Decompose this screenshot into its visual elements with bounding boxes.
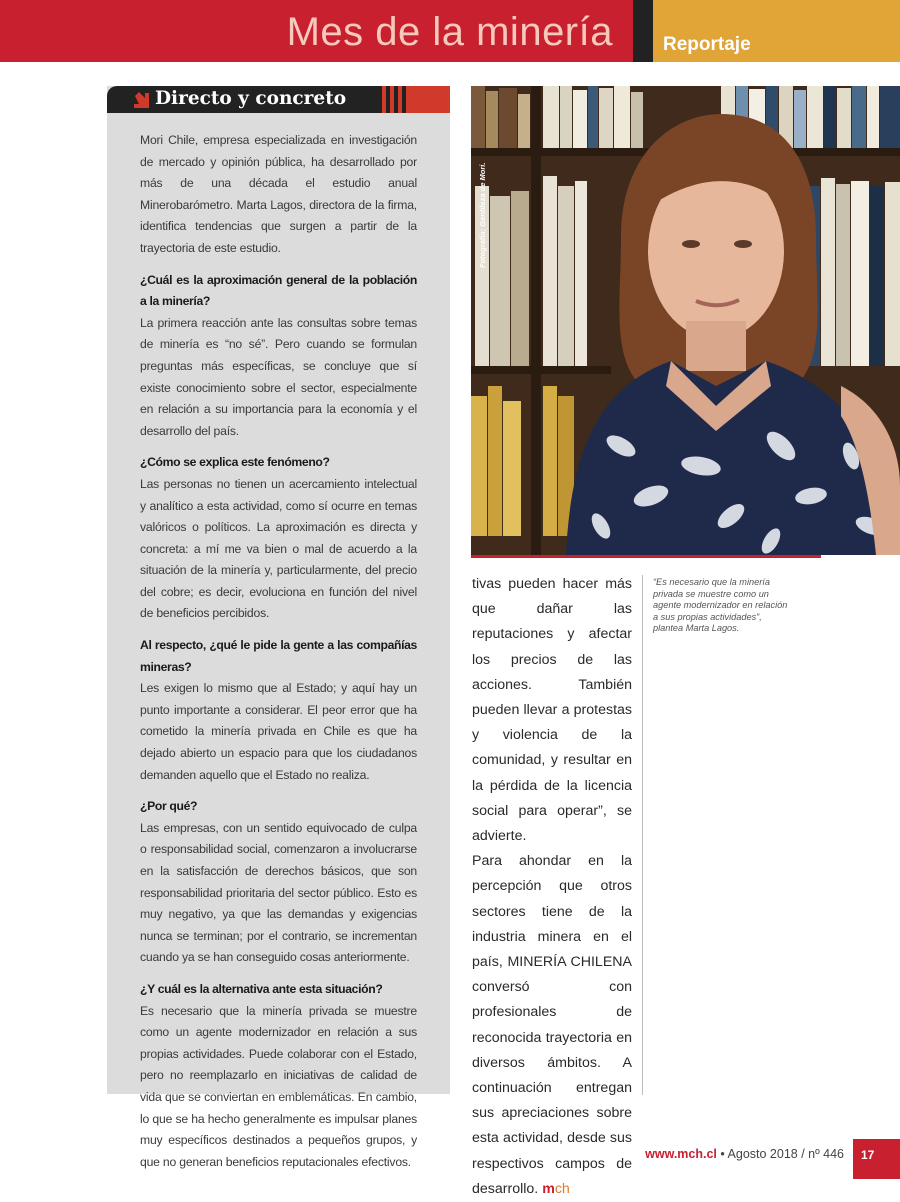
header-banner bbox=[0, 0, 633, 62]
interview-answer: Es necesario que la minería privada se muestre como un agente modernizador en relación a sus propias actividades. Puede colaborar con el Estado, pero no reemplazarlo en iniciativas de calidad de vida que se conviertan en emblemáticas. En cambio, lo que se ha hecho generalmente es impulsar planes muy específicos destinados a pequeños grupos, y que no generan beneficios reputacionales efectivos. bbox=[140, 1003, 417, 1169]
column-divider bbox=[642, 575, 643, 1095]
interview-answer: Les exigen lo mismo que al Estado; y aquí hay un punto importante a considerar. El peor error que ha cometido la minería privada en Chile es que ha dejado abierto un espacio para que los ciudadanos demanden aquello que el Estado no realiza. bbox=[140, 681, 417, 782]
decorative-block bbox=[410, 86, 450, 113]
sidebar-header bbox=[107, 86, 450, 113]
sidebar-title: Directo y concreto bbox=[155, 88, 347, 109]
footer-url[interactable]: www.mch.cl bbox=[645, 1147, 717, 1161]
magazine-section-title: Mes de la minería bbox=[286, 10, 613, 54]
page-number: 17 bbox=[853, 1139, 900, 1179]
portrait-illustration bbox=[471, 86, 900, 555]
decorative-stripes bbox=[382, 86, 410, 113]
photo-credit bbox=[476, 160, 488, 270]
interview-question: ¿Cómo se explica este fenómeno? bbox=[140, 455, 330, 470]
header-section-tab bbox=[653, 0, 900, 62]
arrow-down-right-icon bbox=[133, 92, 149, 108]
interview-question: ¿Por qué? bbox=[140, 799, 198, 814]
interview-answer: La primera reacción ante las consultas sobre temas de minería es “no sé”. Pero cuando se formulan preguntas más específicas, se concluye que sí existe conocimiento sobre el sector, especialmente en relación a su importancia para la economía y el desarrollo del país. bbox=[140, 315, 417, 438]
article-paragraph: tivas pueden hacer más que dañar las reputaciones y afectar los precios de las acciones. También pueden llevar a protestas y violencia de la comunidad, y resultar en la pérdida de la licencia social para operar”, se advierte. bbox=[472, 576, 632, 845]
interview-question: ¿Y cuál es la alternativa ante esta situación? bbox=[140, 981, 383, 996]
photo-credit-text: Fotografía: Gentileza de Mori. bbox=[478, 162, 487, 268]
mch-end-mark: mch bbox=[542, 1180, 570, 1197]
interview-answer: Las empresas, con un sentido equivocado de culpa o responsabilidad social, comenzaron a involucrarse en la satisfacción de derechos básicos, que son responsabilidad prioritaria del sector público. Esto es muy negativo, ya que las demandas y exigencias nunca se terminan; por el contrario, se incrementan cuando ya se han conseguido cosas anteriormente. bbox=[140, 820, 417, 965]
section-label: Reportaje bbox=[663, 34, 751, 55]
sidebar-interview-box bbox=[107, 86, 450, 1169]
sidebar-body bbox=[140, 130, 417, 1173]
header-divider bbox=[633, 0, 653, 62]
portrait-photo bbox=[471, 86, 900, 555]
interview-question: Al respecto, ¿qué le pide la gente a las compañías mineras? bbox=[140, 638, 417, 674]
footer-issue: • Agosto 2018 / nº 446 bbox=[716, 1147, 844, 1161]
photo-caption: “Es necesario que la minería privada se muestre como un agente modernizador en relación a sus propias actividades”, plantea Marta Lagos. bbox=[653, 577, 788, 634]
interview-answer: Las personas no tienen un acercamiento intelectual y analítico a esta actividad, como sí ocurre en temas valóricos o políticos. La aproximación es directa y concreta: a mí me va bien o mal de acuerdo a la situación de la minería y, particularmente, del precio del cobre; es decir, evoluciona en función del nivel de beneficios percibidos. bbox=[140, 476, 417, 621]
sidebar-intro: Mori Chile, empresa especializada en investigación de mercado y opinión pública, ha desarrollado por más de una década el estudio anual Minerobarómetro. Marta Lagos, directora de la firma, identifica tendencias que surgen a partir de la trayectoria de este estudio. bbox=[140, 133, 417, 255]
photo-accent-bar bbox=[471, 555, 821, 558]
article-paragraph: Para ahondar en la percepción que otros sectores tiene de la industria minera en el país, MINERÍA CHILENA conversó con profesionales de reconocida trayectoria en diversos ámbitos. A continuación entregan sus apreciaciones sobre esta actividad, desde sus respectivos campos de desarrollo. mch bbox=[472, 853, 632, 1197]
interview-question: ¿Cuál es la aproximación general de la población a la minería? bbox=[140, 272, 417, 309]
footer bbox=[645, 1147, 844, 1161]
article-column bbox=[472, 572, 632, 1202]
